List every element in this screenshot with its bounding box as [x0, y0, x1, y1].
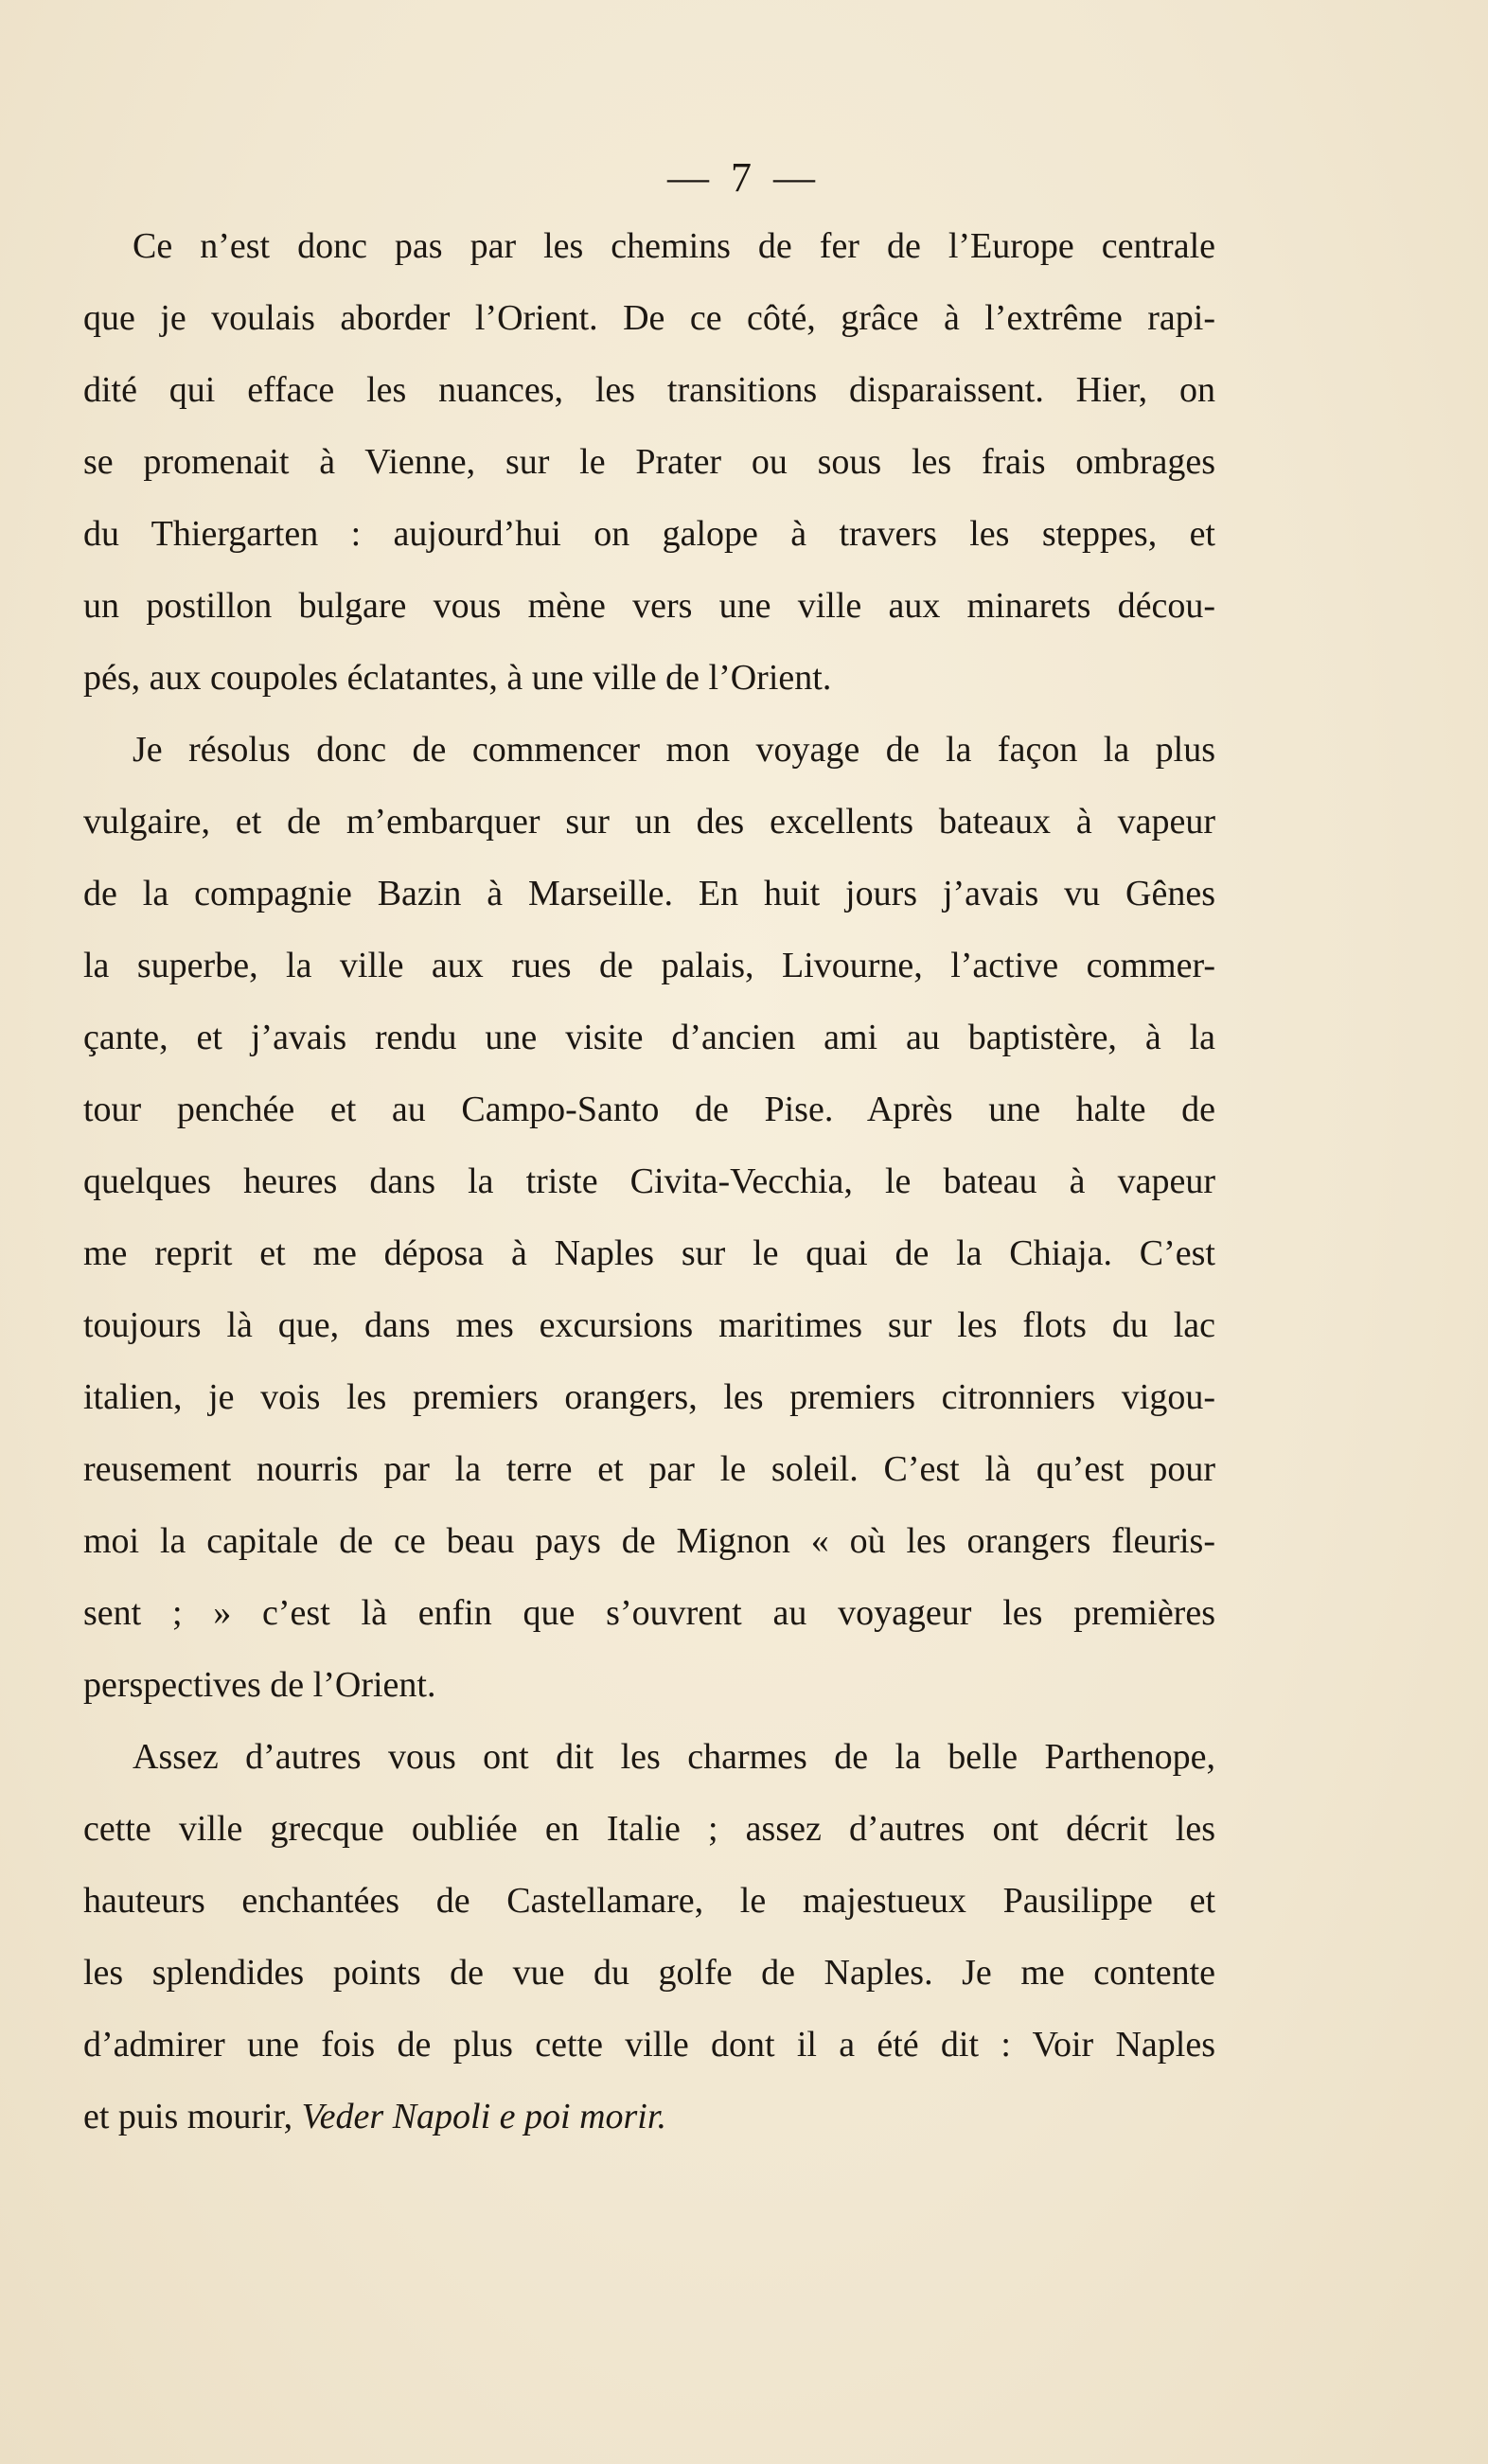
text-line: quelques heures dans la triste Civita-Vecchia, le bateau à vapeur	[83, 1161, 1215, 1201]
text-line: de la compagnie Bazin à Marseille. En huit jours j’avais vu Gênes	[83, 874, 1215, 913]
text-line: du Thiergarten : aujourd’hui on galope à travers les steppes, et	[83, 514, 1215, 554]
text-line: les splendides points de vue du golfe de Naples. Je me contente	[83, 1953, 1215, 1993]
text-line: toujours là que, dans mes excursions maritimes sur les flots du lac	[83, 1305, 1215, 1345]
paragraph-3	[83, 1721, 1215, 2153]
text-line: un postillon bulgare vous mène vers une ville aux minarets décou-	[83, 586, 1215, 626]
text-line: tour penchée et au Campo-Santo de Pise. Après une halte de	[83, 1090, 1215, 1129]
text-line: italien, je vois les premiers orangers, les premiers citronniers vigou-	[83, 1377, 1215, 1417]
text-line: Assez d’autres vous ont dit les charmes de la belle Parthenope,	[133, 1737, 1215, 1777]
text-roman: et puis mourir,	[83, 2097, 302, 2136]
text-line: moi la capitale de ce beau pays de Mignon « où les orangers fleuris-	[83, 1521, 1215, 1561]
text-line: d’admirer une fois de plus cette ville dont il a été dit : Voir Naples	[83, 2025, 1215, 2065]
text-line: Je résolus donc de commencer mon voyage de la façon la plus	[133, 730, 1215, 770]
italic-quote: Veder Napoli e poi morir.	[301, 2097, 666, 2136]
text-line: reusement nourris par la terre et par le soleil. C’est là qu’est pour	[83, 1449, 1215, 1489]
text-line: me reprit et me déposa à Naples sur le quai de la Chiaja. C’est	[83, 1233, 1215, 1273]
text-line: Ce n’est donc pas par les chemins de fer de l’Europe centrale	[133, 226, 1215, 266]
text-line: que je voulais aborder l’Orient. De ce côté, grâce à l’extrême rapi-	[83, 298, 1215, 338]
text-line: vulgaire, et de m’embarquer sur un des excellents bateaux à vapeur	[83, 802, 1215, 842]
text-line: sent ; » c’est là enfin que s’ouvrent au voyageur les premières	[83, 1593, 1215, 1633]
text-line: cette ville grecque oubliée en Italie ; assez d’autres ont décrit les	[83, 1809, 1215, 1849]
text-line: la superbe, la ville aux rues de palais, Livourne, l’active commer-	[83, 946, 1215, 985]
body-text	[83, 210, 1215, 2153]
text-line: hauteurs enchantées de Castellamare, le majestueux Pausilippe et	[83, 1881, 1215, 1921]
text-line: pés, aux coupoles éclatantes, à une ville de l’Orient.	[83, 658, 832, 698]
text-line: perspectives de l’Orient.	[83, 1665, 436, 1705]
paragraph-2	[83, 714, 1215, 1721]
paragraph-1	[83, 210, 1215, 714]
text-line	[83, 2081, 1215, 2153]
text-line: se promenait à Vienne, sur le Prater ou sous les frais ombrages	[83, 442, 1215, 482]
text-line: çante, et j’avais rendu une visite d’ancien ami au baptistère, à la	[83, 1018, 1215, 1057]
text-line: dité qui efface les nuances, les transitions disparaissent. Hier, on	[83, 370, 1215, 410]
page-number: — 7 —	[667, 154, 821, 201]
